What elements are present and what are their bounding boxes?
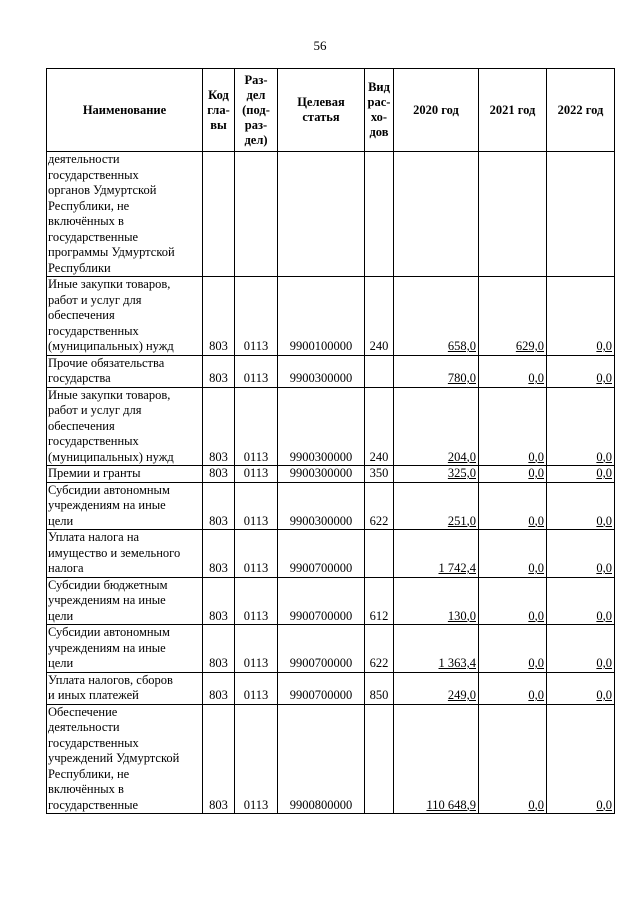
table-row — [47, 704, 615, 814]
cell-kind: 240 — [365, 387, 394, 466]
cell-kind: 850 — [365, 672, 394, 704]
table-row — [47, 482, 615, 530]
cell-name: Уплата налога на имущество и земельного налога — [47, 530, 203, 578]
cell-2022: 0,0 — [547, 530, 615, 578]
table-row — [47, 387, 615, 466]
cell-code: 803 — [203, 530, 235, 578]
page-number: 56 — [313, 38, 327, 53]
cell-kind — [365, 704, 394, 814]
cell-code: 803 — [203, 672, 235, 704]
cell-2020: 110 648,9 — [394, 704, 479, 814]
header-2020: 2020 год — [394, 69, 479, 152]
cell-name: Субсидии бюджетным учреждениям на иные цели — [47, 577, 203, 625]
cell-section: 0113 — [235, 466, 278, 483]
cell-2022: 0,0 — [547, 277, 615, 356]
cell-name: Прочие обязательства государства — [47, 355, 203, 387]
budget-table — [46, 68, 615, 814]
cell-2022: 0,0 — [547, 704, 615, 814]
cell-section: 0113 — [235, 482, 278, 530]
cell-2021: 629,0 — [479, 277, 547, 356]
header-section: Раз- дел (под- раз- дел) — [235, 69, 278, 152]
cell-2020: 249,0 — [394, 672, 479, 704]
cell-2020: 325,0 — [394, 466, 479, 483]
cell-2020: 1 742,4 — [394, 530, 479, 578]
cell-2021: 0,0 — [479, 704, 547, 814]
cell-article: 9900100000 — [278, 277, 365, 356]
cell-2021: 0,0 — [479, 466, 547, 483]
header-name: Наименование — [47, 69, 203, 152]
cell-2020: 1 363,4 — [394, 625, 479, 673]
cell-2020: 658,0 — [394, 277, 479, 356]
cell-code: 803 — [203, 482, 235, 530]
table-body — [47, 152, 615, 814]
cell-2022: 0,0 — [547, 482, 615, 530]
cell-2021: 0,0 — [479, 482, 547, 530]
cell-kind: 240 — [365, 277, 394, 356]
cell-section — [235, 152, 278, 277]
cell-2020 — [394, 152, 479, 277]
table-row — [47, 152, 615, 277]
cell-article: 9900700000 — [278, 672, 365, 704]
cell-code — [203, 152, 235, 277]
header-2022: 2022 год — [547, 69, 615, 152]
cell-kind — [365, 355, 394, 387]
cell-2022: 0,0 — [547, 625, 615, 673]
cell-2020: 780,0 — [394, 355, 479, 387]
table-row — [47, 625, 615, 673]
cell-section: 0113 — [235, 625, 278, 673]
cell-2022: 0,0 — [547, 672, 615, 704]
cell-2021: 0,0 — [479, 577, 547, 625]
cell-name: Иные закупки товаров, работ и услуг для обеспечения государственных (муниципальных) нужд — [47, 387, 203, 466]
cell-2021: 0,0 — [479, 625, 547, 673]
cell-code: 803 — [203, 625, 235, 673]
cell-name: Субсидии автономным учреждениям на иные цели — [47, 482, 203, 530]
cell-code: 803 — [203, 704, 235, 814]
cell-2020: 130,0 — [394, 577, 479, 625]
cell-name: Обеспечение деятельности государственных учреждений Удмуртской Республики, не включённых в государственные — [47, 704, 203, 814]
cell-article: 9900700000 — [278, 530, 365, 578]
cell-article: 9900700000 — [278, 577, 365, 625]
cell-section: 0113 — [235, 387, 278, 466]
cell-article: 9900300000 — [278, 482, 365, 530]
table-row — [47, 355, 615, 387]
cell-2022: 0,0 — [547, 577, 615, 625]
cell-section: 0113 — [235, 355, 278, 387]
header-row — [47, 69, 615, 152]
cell-2020: 251,0 — [394, 482, 479, 530]
table-row — [47, 577, 615, 625]
table-row — [47, 672, 615, 704]
cell-2021: 0,0 — [479, 530, 547, 578]
cell-section: 0113 — [235, 577, 278, 625]
cell-code: 803 — [203, 577, 235, 625]
table-row — [47, 466, 615, 483]
cell-2022: 0,0 — [547, 387, 615, 466]
cell-kind: 612 — [365, 577, 394, 625]
cell-section: 0113 — [235, 672, 278, 704]
cell-kind — [365, 530, 394, 578]
cell-section: 0113 — [235, 530, 278, 578]
cell-2022: 0,0 — [547, 466, 615, 483]
cell-2021 — [479, 152, 547, 277]
cell-article: 9900300000 — [278, 355, 365, 387]
cell-article: 9900300000 — [278, 387, 365, 466]
cell-2021: 0,0 — [479, 355, 547, 387]
cell-kind: 622 — [365, 625, 394, 673]
cell-name: Субсидии автономным учреждениям на иные цели — [47, 625, 203, 673]
cell-kind — [365, 152, 394, 277]
cell-kind: 350 — [365, 466, 394, 483]
header-article: Целевая статья — [278, 69, 365, 152]
cell-section: 0113 — [235, 277, 278, 356]
cell-section: 0113 — [235, 704, 278, 814]
table-row — [47, 530, 615, 578]
cell-2022 — [547, 152, 615, 277]
cell-kind: 622 — [365, 482, 394, 530]
header-code: Код гла- вы — [203, 69, 235, 152]
cell-article — [278, 152, 365, 277]
cell-article: 9900800000 — [278, 704, 365, 814]
cell-code: 803 — [203, 277, 235, 356]
cell-2022: 0,0 — [547, 355, 615, 387]
cell-name: Уплата налогов, сборов и иных платежей — [47, 672, 203, 704]
cell-name: Премии и гранты — [47, 466, 203, 483]
cell-code: 803 — [203, 466, 235, 483]
cell-code: 803 — [203, 387, 235, 466]
header-kind: Вид рас- хо- дов — [365, 69, 394, 152]
cell-2021: 0,0 — [479, 387, 547, 466]
header-2021: 2021 год — [479, 69, 547, 152]
cell-name: Иные закупки товаров, работ и услуг для обеспечения государственных (муниципальных) нужд — [47, 277, 203, 356]
cell-2020: 204,0 — [394, 387, 479, 466]
cell-name: деятельности государственных органов Удмуртской Республики, не включённых в государственные программы Удмуртской Республики — [47, 152, 203, 277]
cell-article: 9900700000 — [278, 625, 365, 673]
cell-2021: 0,0 — [479, 672, 547, 704]
cell-code: 803 — [203, 355, 235, 387]
cell-article: 9900300000 — [278, 466, 365, 483]
table-row — [47, 277, 615, 356]
